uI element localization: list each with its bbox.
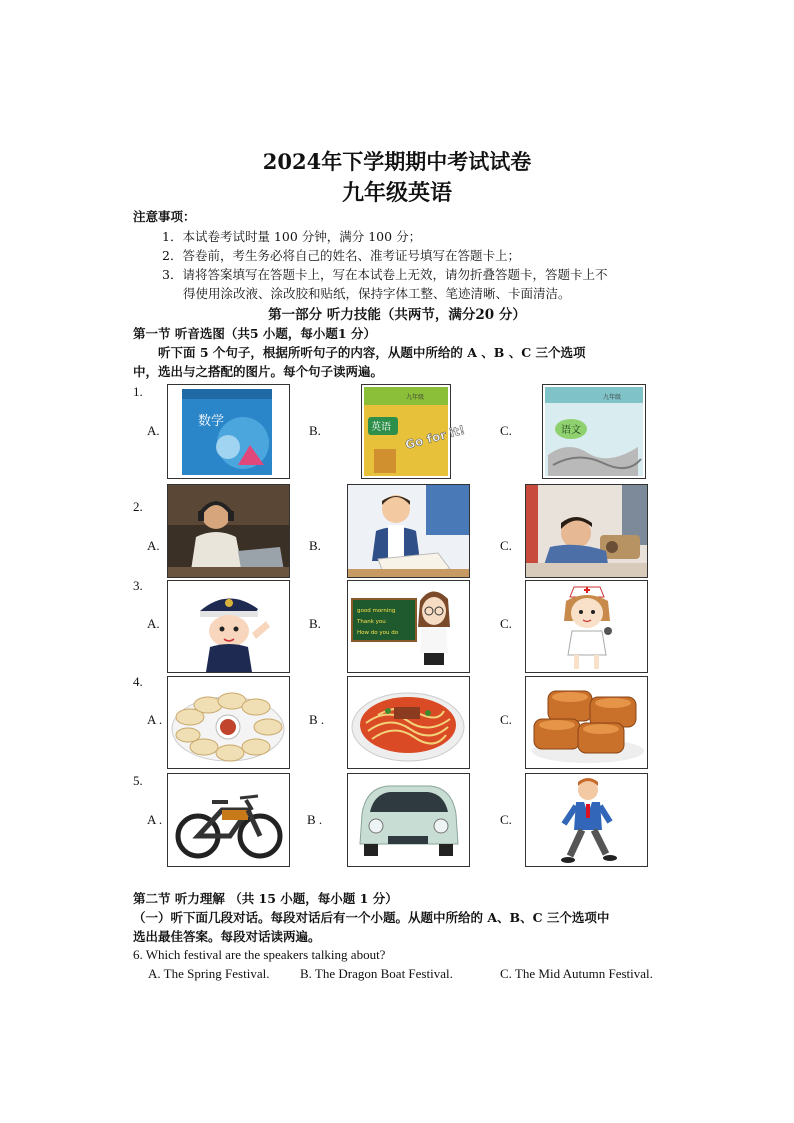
q3-option-c-label: C. — [500, 616, 512, 631]
q3-option-a-label: A. — [147, 616, 160, 631]
section2-instruction-2: 选出最佳答案。每段对话读两遍。 — [133, 929, 321, 944]
q6-option-c[interactable]: C. The Mid Autumn Festival. — [500, 966, 653, 981]
english-book-title: 英语 — [371, 422, 391, 433]
teacher-icon — [348, 581, 469, 672]
q4-option-b-label: B . — [309, 712, 325, 727]
q2-image-boy-sleeping[interactable] — [525, 484, 648, 578]
q1-option-b-label: B. — [309, 423, 321, 438]
note-item-2: 2．答卷前，考生务必将自己的姓名、准考证号填写在答题卡上； — [162, 248, 520, 263]
sleeping-boy-icon — [526, 485, 647, 577]
reading-boy-icon — [348, 485, 469, 577]
q4-image-mooncakes[interactable] — [525, 676, 648, 769]
section1-heading: 第一节 听音选图（共5 小题，每小题1 分） — [133, 326, 376, 341]
walking-man-icon — [526, 774, 647, 866]
q4-option-a-label: A . — [147, 712, 163, 727]
english-book-grade: 九年级 — [406, 394, 425, 401]
headphones-boy-icon — [168, 485, 289, 577]
board-line-1: good morning — [357, 608, 396, 614]
section2-instruction-1: （一）听下面几段对话。每段对话后有一个小题。从题中所给的 A、B、C 三个选项中 — [133, 910, 610, 925]
q1-image-chinese-book[interactable] — [542, 384, 646, 479]
chinese-book-grade: 九年级 — [603, 394, 622, 401]
q2-option-b-label: B. — [309, 538, 321, 553]
mooncakes-icon — [526, 677, 647, 768]
notes-heading: 注意事项： — [133, 209, 196, 224]
question-number-1: 1. — [133, 384, 143, 399]
section2-heading: 第二节 听力理解 （共 15 小题，每小题 1 分） — [133, 891, 398, 906]
board-line-3: How do you do — [357, 630, 399, 636]
part1-heading: 第一部分 听力技能（共两节，满分20 分） — [268, 307, 526, 323]
question-6: 6. Which festival are the speakers talking about? — [133, 947, 386, 962]
question-number-3: 3. — [133, 578, 143, 593]
police-icon — [168, 581, 289, 672]
q3-image-teacher[interactable] — [347, 580, 470, 673]
english-book-icon — [362, 385, 467, 478]
noodles-icon — [348, 677, 469, 768]
q3-image-police-officer[interactable] — [167, 580, 290, 673]
note-item-1: 1．本试卷考试时量 100 分钟，满分 100 分； — [162, 229, 422, 244]
q2-option-a-label: A. — [147, 538, 160, 553]
bicycle-icon — [168, 774, 289, 866]
note-item-3-cont: 得使用涂改液、涂改胶和贴纸，保持字体工整、笔迹清晰、卡面清洁。 — [183, 286, 571, 301]
question-number-4: 4. — [133, 674, 143, 689]
q6-option-b[interactable]: B. The Dragon Boat Festival. — [300, 966, 453, 981]
question-number-2: 2. — [133, 499, 143, 514]
q6-option-a[interactable]: A. The Spring Festival. — [148, 966, 270, 981]
q5-option-c-label: C. — [500, 812, 512, 827]
q1-image-english-book[interactable] — [361, 384, 467, 479]
section1-instruction-1: 听下面 5 个句子，根据所听句子的内容，从题中所给的 A 、B 、C 三个选项 — [158, 345, 586, 360]
note-item-3: 3．请将答案填写在答题卡上，写在本试卷上无效，请勿折叠答题卡，答题卡上不 — [162, 267, 608, 282]
q4-image-noodles[interactable] — [347, 676, 470, 769]
q2-option-c-label: C. — [500, 538, 512, 553]
section1-instruction-2: 中，选出与之搭配的图片。每个句子读两遍。 — [133, 364, 384, 379]
q5-image-car[interactable] — [347, 773, 470, 867]
exam-title: 2024年下学期期中考试试卷 — [262, 149, 532, 174]
exam-subtitle: 九年级英语 — [341, 180, 452, 206]
board-line-2: Thank you — [357, 619, 386, 625]
chinese-book-icon — [543, 385, 645, 478]
q2-image-boy-headphones[interactable] — [167, 484, 290, 578]
q4-option-c-label: C. — [500, 712, 512, 727]
q5-option-b-label: B . — [307, 812, 323, 827]
q5-image-bicycle[interactable] — [167, 773, 290, 867]
math-book-icon — [168, 385, 289, 478]
math-book-title: 数学 — [198, 414, 225, 429]
q1-option-a-label: A. — [147, 423, 160, 438]
q3-option-b-label: B. — [309, 616, 321, 631]
q2-image-boy-reading[interactable] — [347, 484, 470, 578]
q1-option-c-label: C. — [500, 423, 512, 438]
q5-option-a-label: A . — [147, 812, 163, 827]
q3-image-nurse[interactable] — [525, 580, 648, 673]
dumplings-icon — [168, 677, 289, 768]
q4-image-dumplings[interactable] — [167, 676, 290, 769]
q5-image-walking-man[interactable] — [525, 773, 648, 867]
q1-image-math-book[interactable] — [167, 384, 290, 479]
chinese-book-title: 语文 — [561, 425, 581, 436]
english-book-slogan: Go for it! — [403, 422, 467, 453]
nurse-icon — [526, 581, 647, 672]
car-icon — [348, 774, 469, 866]
question-number-5: 5. — [133, 773, 143, 788]
